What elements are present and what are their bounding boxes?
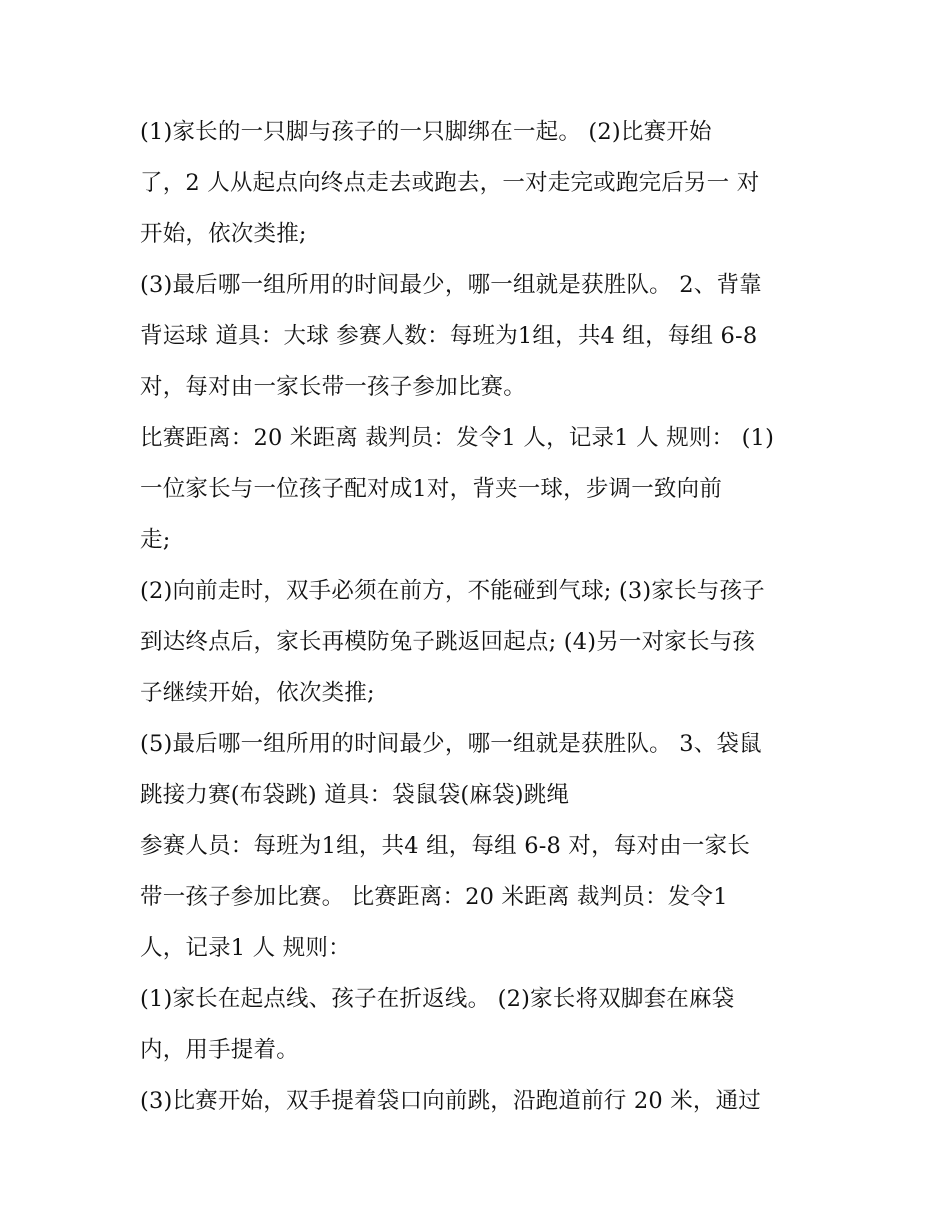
text-line: 了，2 人从起点向终点走去或跑去，一对走完或跑完后另一 对 <box>140 170 760 196</box>
text-line: 带一孩子参加比赛。 比赛距离：20 米距离 裁判员：发令1 <box>140 884 728 910</box>
text-line: 背运球 道具：大球 参赛人数：每班为1组，共4 组，每组 6-8 <box>140 323 758 349</box>
text-line: (5)最后哪一组所用的时间最少，哪一组就是获胜队。 3、袋鼠 <box>140 731 762 757</box>
text-line: 到达终点后，家长再模防兔子跳返回起点; (4)另一对家长与孩 <box>140 629 756 655</box>
text-line: 开始，依次类推; <box>140 221 307 247</box>
text-line: (1)家长在起点线、孩子在折返线。 (2)家长将双脚套在麻袋 <box>140 986 735 1012</box>
text-line: 参赛人员：每班为1组，共4 组，每组 6-8 对，每对由一家长 <box>140 833 751 859</box>
text-line: (3)比赛开始，双手提着袋口向前跳，沿跑道前行 20 米，通过 <box>140 1088 762 1114</box>
text-line: (3)最后哪一组所用的时间最少，哪一组就是获胜队。 2、背靠 <box>140 272 762 298</box>
text-line: 走; <box>140 527 171 553</box>
text-line: 跳接力赛(布袋跳) 道具：袋鼠袋(麻袋)跳绳 <box>140 782 570 808</box>
text-line: 子继续开始，依次类推; <box>140 680 375 706</box>
text-line: 内，用手提着。 <box>140 1037 299 1063</box>
text-line: 一位家长与一位孩子配对成1对，背夹一球，步调一致向前 <box>140 476 723 502</box>
text-line: 比赛距离：20 米距离 裁判员：发令1 人，记录1 人 规则： (1) <box>140 425 775 451</box>
text-line: (1)家长的一只脚与孩子的一只脚绑在一起。 (2)比赛开始 <box>140 119 712 145</box>
text-line: (2)向前走时，双手必须在前方，不能碰到气球; (3)家长与孩子 <box>140 578 765 604</box>
document-page <box>140 107 820 1127</box>
text-line: 人，记录1 人 规则： <box>140 935 351 961</box>
text-line: 对，每对由一家长带一孩子参加比赛。 <box>140 374 526 400</box>
